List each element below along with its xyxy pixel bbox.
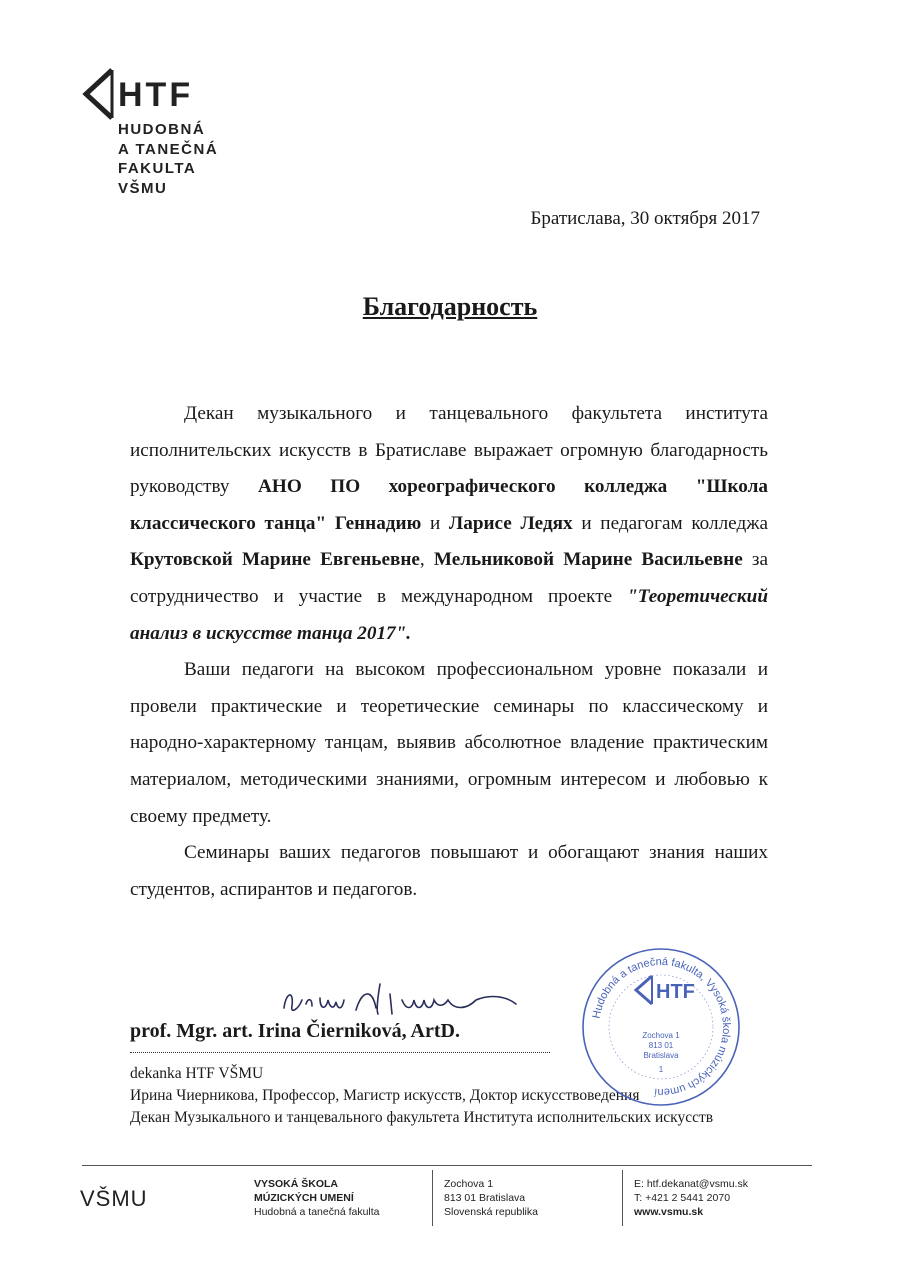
footer-school [254, 1178, 380, 1219]
stamp-mark: HTF [656, 981, 695, 1003]
footer-contact [634, 1178, 748, 1219]
footer-separator [622, 1170, 623, 1226]
footer-school-line: MÚZICKÝCH UMENÍ [254, 1191, 354, 1204]
signer-position: dekanka HTF VŠMU [130, 1065, 264, 1082]
project-name: "Теоретический анализ в искусстве танца 2017". [130, 585, 768, 644]
logo-mark-text: HTF [118, 76, 194, 114]
vsmu-footer-logo [80, 1182, 170, 1212]
date-line: Братислава, 30 октября 2017 [530, 208, 760, 229]
footer-website-link[interactable]: www.vsmu.sk [634, 1205, 704, 1218]
footer-school-line: VYSOKÁ ŠKOLA [254, 1178, 339, 1190]
recipient-name: Ларисе Ледях [448, 512, 573, 534]
footer-address-line: Slovenská republika [444, 1205, 538, 1218]
faculty-name-lines [118, 120, 218, 198]
footer-separator [432, 1170, 433, 1226]
logo-line: HUDOBNÁ [118, 121, 206, 138]
footer-address [444, 1178, 538, 1219]
signer-name: prof. Mgr. art. Irina Čierniková, ArtD. [130, 1020, 460, 1042]
footer-address-line: 813 01 Bratislava [444, 1191, 526, 1204]
teacher-name: Мельниковой Марине Васильевне [433, 549, 743, 571]
paragraph-1 [130, 396, 768, 652]
footer-logo-text: VŠMU [80, 1186, 148, 1211]
stamp-ring-text: Hudobná a tanečná fakulta, Vysoká škola múzických umení [590, 955, 733, 1099]
signer-russian-titles: Ирина Чиерникова, Профессор, Магистр искусств, Доктор искусствоведения [130, 1087, 640, 1104]
signer-russian-position: Декан Музыкального и танцевального факультета Института исполнительских искусств [130, 1109, 714, 1126]
stamp-number: 1 [658, 1065, 664, 1074]
stamp-address-line: Zochova 1 [642, 1031, 680, 1040]
college-name: АНО ПО хореографического колледжа "Школа классического танца" Геннадию [130, 476, 768, 534]
footer-email[interactable]: E: htf.dekanat@vsmu.sk [634, 1178, 748, 1190]
letter-body [130, 396, 768, 908]
official-stamp [580, 946, 742, 1108]
text-run: за сотрудничество и участие в международном проекте [130, 549, 768, 607]
paragraph-3: Семинары ваших педагогов повышают и обогащают знания наших студентов, аспирантов и педагогов. [130, 842, 768, 900]
teacher-name: Крутовской Марине Евгеньевне [130, 549, 420, 571]
logo-line: VŠMU [118, 179, 168, 197]
logo-line: A TANEČNÁ [118, 140, 219, 158]
text-run: , [419, 549, 434, 571]
text-run: Декан музыкального и танцевального факультета института исполнительских искусств в Братиславе выражает огромную благодарность руководству [130, 403, 768, 498]
footer-divider [82, 1165, 812, 1166]
text-run: и [421, 512, 449, 534]
signature-dotted-line [130, 1052, 550, 1053]
logo-line: FAKULTA [118, 160, 197, 177]
paragraph-2: Ваши педагоги на высоком профессиональном уровне показали и провели практические и теоретические семинары по классическому и народно-характерному танцам, выявив абсолютное владение практическим материалом, методическими знаниями, огромным интересом и любовью к своему предмету. [130, 659, 768, 827]
stamp-address-line: Bratislava [643, 1051, 679, 1060]
stamp-address-line: 813 01 [648, 1041, 674, 1050]
letter-title: Благодарность [362, 292, 538, 321]
footer-school-line: Hudobná a tanečná fakulta [254, 1205, 380, 1218]
htf-logo-mark [82, 66, 252, 122]
footer-address-line: Zochova 1 [444, 1178, 494, 1190]
footer-phone: T: +421 2 5441 2070 [634, 1191, 731, 1204]
text-run: и педагогам колледжа [572, 512, 768, 534]
